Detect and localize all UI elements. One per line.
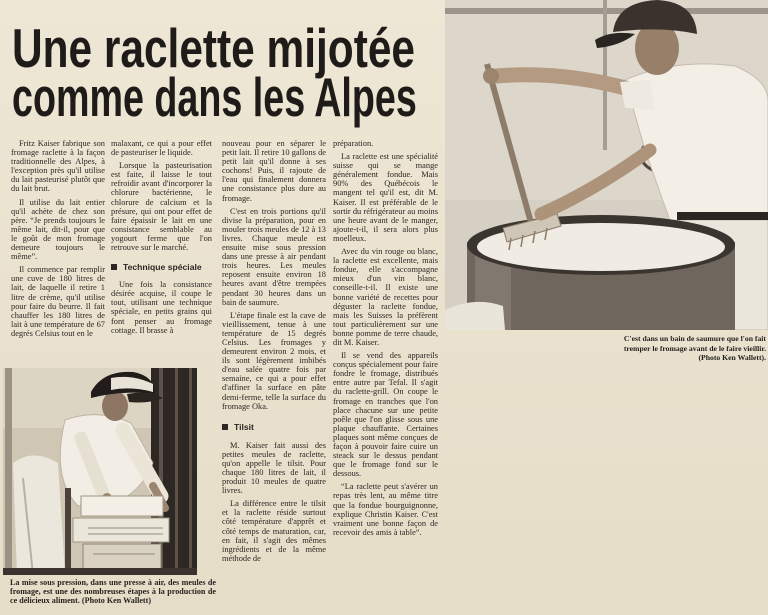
cheese-mold	[83, 544, 161, 569]
photo-caption-left: La mise sous pression, dans une presse à air, des meules de fromage, est une des nombreuses étapes à la production de ce délicieux aliment. (Photo Ken Wallett)	[10, 578, 216, 605]
press-frame	[65, 488, 71, 575]
sleeve	[620, 80, 655, 110]
article-column-4	[333, 139, 438, 615]
paragraph: La raclette est une spécialité suisse qui se mange généralement fondue. Mais 90% des Québécois le mangent tel qu'il est, dit M. Kaiser. Il est préférable de le sortir du réfrigérateur au moins une heure avant de le manger, ajoute-t-il, il sera alors plus moelleux.	[333, 152, 438, 243]
paragraph: Fritz Kaiser fabrique son fromage raclette à la façon traditionnelle des Alpes, à l'exception près qu'il utilise du lait pasteurisé plutôt que du lait brut.	[11, 139, 105, 194]
photo-caption-right: C'est dans un bain de saumure que l'on fait tremper le fromage avant de le faire vieillir. (Photo Ken Wallett).	[623, 334, 766, 363]
article-column-1	[11, 139, 105, 367]
paragraph: Avec du vin rouge ou blanc, la raclette est excellente, mais fondue, elle s'accompagne mieux d'un vin blanc, conseille-t-il. Il existe une bonne variété de recettes pour déguster la raclette fondue, mais les Suisses la préfèrent tout particulièrement sur une bonne pomme de terre chaude, dit M. Kaiser.	[333, 247, 438, 347]
heading-bullet-icon	[222, 424, 228, 430]
paragraph: M. Kaiser fait aussi des petites meules de raclette, qu'on appelle le tilsit. Pour chaque 180 litres de lait, il produit 10 meules de quatre livres.	[222, 440, 326, 496]
floor-shadow	[3, 568, 197, 575]
paragraph: Une fois la consistance désirée acquise, il coupe le tout, utilisant une technique spéciale, en petits grains qui font penser au fromage cottage. Il brasse à	[111, 280, 212, 335]
pole	[5, 368, 12, 575]
hand	[483, 68, 499, 84]
headline-line-2: comme dans les Alpes	[12, 66, 417, 128]
article-column-3	[222, 139, 326, 615]
paragraph: C'est en trois portions qu'il divise la préparation, pour en mouler trois meules de 12 à 13 livres. Chaque meule est ensuite mise sous pression dans une presse à air pendant trois heures. Les meules reposent ensuite environ 18 heures avant d'être trempées pendant 30 heures dans un bain de saumure.	[222, 206, 326, 307]
paragraph: L'étape finale est la cave de vieillissement, tenue à une température de 15 degrés Celsius. Les fromages y demeurent environ 2 mois, et ils sont légèrement imbibés d'eau salée quatre fois par semaine, ce qui a pour effet d'affiner la surface en pâte demi-ferme, telle la surface du fromage Oka.	[222, 310, 326, 411]
face	[102, 391, 128, 421]
paragraph: nouveau pour en séparer le petit lait. Il retire 10 gallons de petit lait qu'il donne à ses cochons! Puis, il rajoute de l'eau qui finalement donnera une consistance plus dure au fromage.	[222, 139, 326, 203]
section-heading	[222, 422, 326, 432]
photo-brine-bath	[445, 0, 768, 330]
cheese-mold	[73, 518, 169, 542]
belt	[677, 212, 768, 220]
paragraph: Il utilise du lait entier qu'il achète de chez son père. “Je prends toujours le même lait, dit-il, pour que le goût de mon fromage demeure toujours le même”.	[11, 197, 105, 262]
article-column-2	[111, 139, 212, 367]
paragraph: Il commence par remplir une cuve de 180 litres de lait, de laquelle il retire 1 litre de crème, qu'il utilise pour faire du beurre. Il fait chauffer les 180 litres de lait à une température de 67 degrés Celsius tout en le	[11, 265, 105, 338]
paragraph: malaxant, ce qui a pour effet de pasteuriser le liquide.	[111, 139, 212, 158]
paragraph: Il se vend des appareils conçus spécialement pour faire fondre le fromage, distribués entre autre par Tefal. Il s'agit du raclette-grill. On coupe le fromage en tranches que l'on place chacune sur une petite poêle que l'on glisse sous une plaque chauffante. Certaines plaques sont même conçues de façon à pouvoir faire cuire un steack sur le dessus pendant que le fromage fond sur le dessous.	[333, 351, 438, 479]
vertical-pipe	[603, 0, 607, 150]
paragraph: La différence entre le tilsit et la raclette réside surtout côté température d'apprêt et côté temps de maturation, car, en fait, il s'agit des mêmes ingrédients et de la même méthode de	[222, 499, 326, 563]
paragraph: préparation.	[333, 139, 374, 148]
photo-cheese-press	[3, 368, 197, 575]
cheese-mold	[81, 496, 163, 516]
paragraph: Lorsque la pasteurisation est faite, il laisse le tout refroidir avant d'incorporer la chlorure bactérienne, le chlorure de calcium et la présure, qui ont pour effet de faire épaissir le lait en une consistance semblable au yogourt ferme que l'on retrouve sur le marché.	[111, 161, 212, 253]
shelf-post	[189, 368, 192, 575]
paragraph: “La raclette peut s'avérer un repas très lent, au même titre que la fondue bourguignonne, explique Christin Kaiser. C'est vraiment une bonne façon de recevoir des amis à table”.	[333, 482, 438, 537]
section-heading-text: Tilsit	[234, 421, 254, 432]
section-heading	[111, 262, 212, 272]
headline-line-1: Une raclette mijotée	[12, 17, 416, 79]
heading-bullet-icon	[111, 264, 117, 270]
foreground-figure	[13, 456, 65, 576]
shelf-post	[175, 368, 178, 575]
section-heading-text: Technique spéciale	[123, 262, 202, 273]
